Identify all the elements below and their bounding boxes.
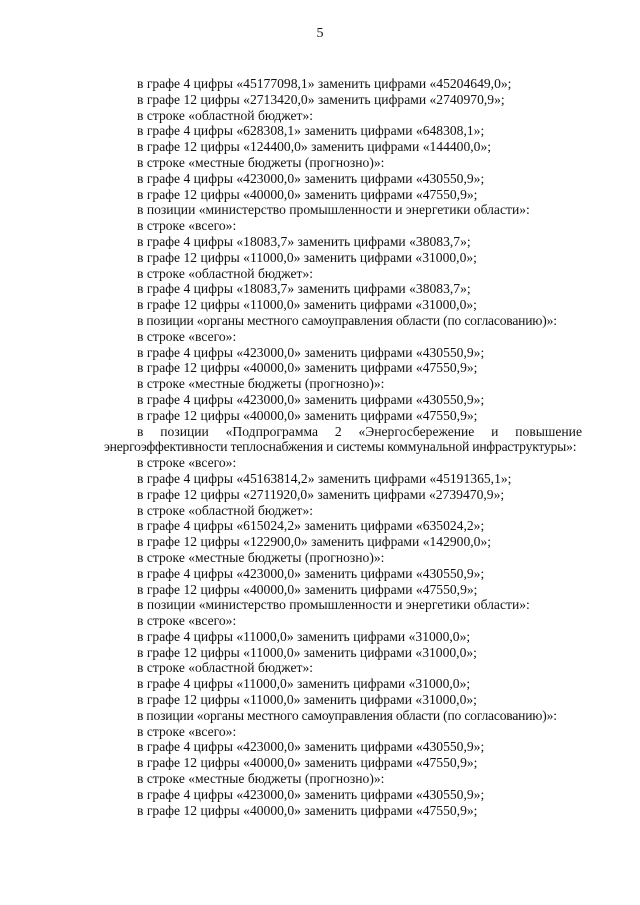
text-line: в строке «местные бюджеты (прогнозно)»: [137,154,385,170]
text-line: в строке «областной бюджет»: [137,265,314,281]
text-line: в графе 4 цифры «11000,0» заменить цифрами «31000,0»; [137,628,471,644]
text-line: в графе 12 цифры «2713420,0» заменить цифрами «2740970,9»; [137,91,505,107]
text-line: в графе 12 цифры «11000,0» заменить цифрами «31000,0»; [137,644,477,660]
text-line: в графе 4 цифры «45163814,2» заменить цифрами «45191365,1»; [137,470,512,486]
text-line: в строке «местные бюджеты (прогнозно)»: [137,376,385,392]
text-line: в графе 4 цифры «18083,7» заменить цифрами «38083,7»; [137,233,471,249]
text-line: в графе 12 цифры «40000,0» заменить цифрами «47550,9»; [137,186,478,202]
text-line: в позиции «министерство промышленности и энергетики области»: [137,202,530,218]
text-line: в строке «областной бюджет»: [137,502,314,518]
text-line: в графе 12 цифры «11000,0» заменить цифрами «31000,0»; [137,297,477,313]
text-line: в строке «областной бюджет»: [137,107,314,123]
text-line: в строке «местные бюджеты (прогнозно)»: [137,549,385,565]
text-line: в графе 4 цифры «423000,0» заменить цифрами «430550,9»; [137,170,485,186]
text-line: в графе 4 цифры «423000,0» заменить цифрами «430550,9»; [137,739,485,755]
text-line: в позиции «органы местного самоуправления области (по согласованию)»: [137,707,557,723]
text-line: энергоэффективности теплоснабжения и системы коммунальной инфраструктуры»: [104,439,577,455]
text-line: в строке «всего»: [137,723,237,739]
text-line: в графе 4 цифры «423000,0» заменить цифрами «430550,9»; [137,786,485,802]
text-line: в позиции «министерство промышленности и энергетики области»: [137,597,530,613]
text-line: в графе 12 цифры «2711920,0» заменить цифрами «2739470,9»; [137,486,505,502]
text-line: в графе 4 цифры «615024,2» заменить цифрами «635024,2»; [137,518,485,534]
text-line: в графе 4 цифры «11000,0» заменить цифрами «31000,0»; [137,676,471,692]
text-line: в графе 12 цифры «124400,0» заменить цифрами «144400,0»; [137,139,492,155]
text-line: в строке «областной бюджет»: [137,660,314,676]
text-line: в графе 4 цифры «423000,0» заменить цифрами «430550,9»; [137,344,485,360]
page-number: 5 [316,26,324,41]
text-line: в позиции «органы местного самоуправления области (по согласованию)»: [137,312,557,328]
document-body [104,76,582,818]
text-line: в графе 12 цифры «40000,0» заменить цифрами «47550,9»; [137,755,478,771]
text-line: в графе 12 цифры «40000,0» заменить цифрами «47550,9»; [137,581,478,597]
text-line: в графе 12 цифры «40000,0» заменить цифрами «47550,9»; [137,802,478,818]
text-line: в графе 12 цифры «11000,0» заменить цифрами «31000,0»; [137,692,477,708]
text-line: в строке «местные бюджеты (прогнозно)»: [137,771,385,787]
text-line: в строке «всего»: [137,218,237,234]
text-line: в строке «всего»: [137,455,237,471]
text-line: в графе 12 цифры «11000,0» заменить цифрами «31000,0»; [137,249,477,265]
text-line: в графе 4 цифры «423000,0» заменить цифрами «430550,9»; [137,391,485,407]
text-line: в строке «всего»: [137,328,237,344]
text-line: в графе 4 цифры «628308,1» заменить цифрами «648308,1»; [137,123,485,139]
text-line: в строке «всего»: [137,613,237,629]
text-line: в графе 4 цифры «18083,7» заменить цифрами «38083,7»; [137,281,471,297]
text-line: в графе 12 цифры «40000,0» заменить цифрами «47550,9»; [137,407,478,423]
text-line: в графе 4 цифры «45177098,1» заменить цифрами «45204649,0»; [137,76,512,91]
text-line: в графе 12 цифры «40000,0» заменить цифрами «47550,9»; [137,360,478,376]
text-line: в графе 12 цифры «122900,0» заменить цифрами «142900,0»; [137,534,492,550]
text-line: в позиции «Подпрограмма 2 «Энергосбережение и повышение [137,423,582,439]
text-line: в графе 4 цифры «423000,0» заменить цифрами «430550,9»; [137,565,485,581]
